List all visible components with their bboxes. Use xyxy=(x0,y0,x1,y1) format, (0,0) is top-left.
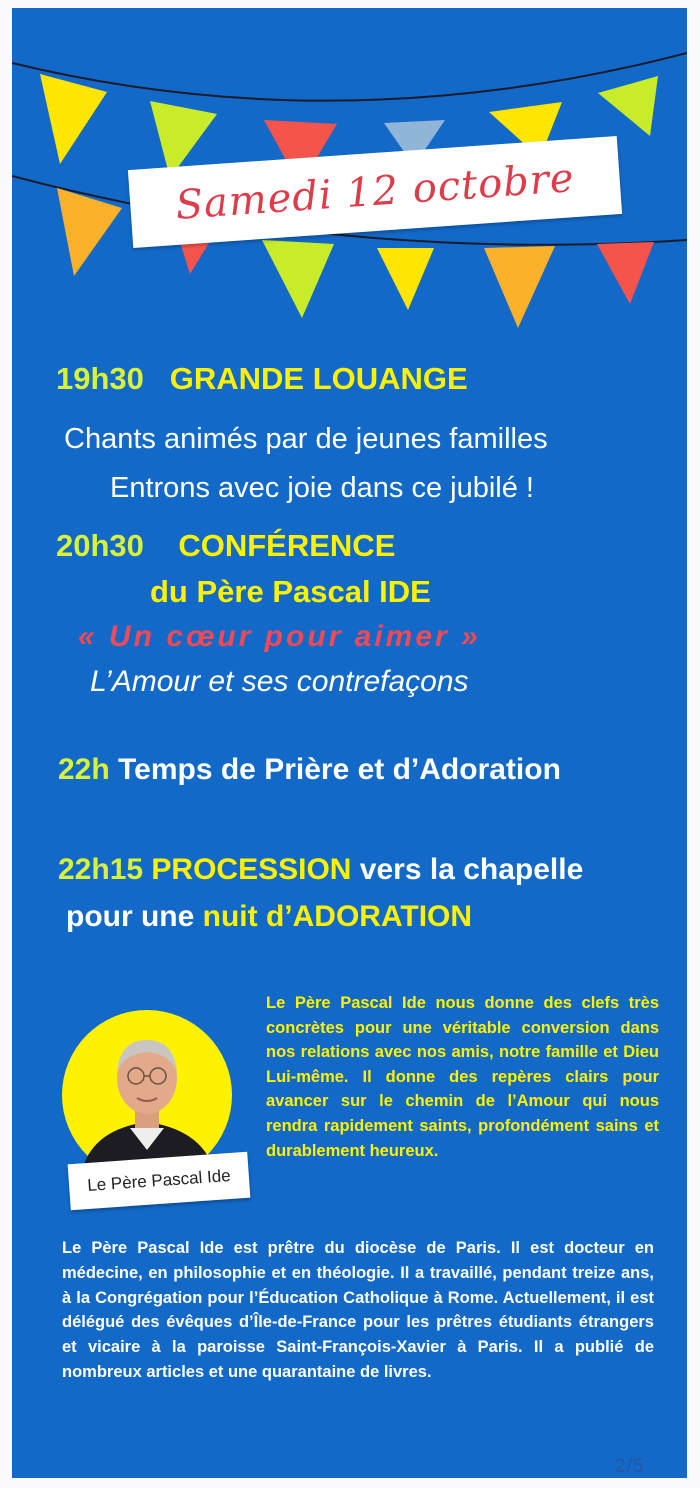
louange-heading xyxy=(56,361,468,397)
louange-title: GRANDE LOUANGE xyxy=(169,361,468,396)
conference-quote: « Un cœur pour aimer » xyxy=(78,620,481,653)
procession-rest: vers la chapelle xyxy=(351,853,584,886)
priere-title: Temps de Prière et d’Adoration xyxy=(118,753,561,786)
portrait-caption: Le Père Pascal Ide xyxy=(68,1152,251,1210)
poster xyxy=(12,8,687,1478)
priere-time: 22h xyxy=(58,753,110,786)
page-indicator: 2/5 xyxy=(615,1456,645,1477)
louange-time: 19h30 xyxy=(56,361,144,396)
procession-line2 xyxy=(66,900,472,934)
date-title: Samedi 12 octobre xyxy=(174,155,576,229)
bio-paragraph: Le Père Pascal Ide est prêtre du diocèse de Paris. Il est docteur en médecine, en philosophie et en théologie. Il a travaillé, pendant treize ans, à la Congrégation pour l’Éducation Catholique à Rome. Actuellement, il est délégué des évêques d’Île-de-France pour les prêtres étudiants étrangers et vicaire à la paroisse Saint-François-Xavier à Paris. Il a publié de nombreux articles et une quarantaine de livres. xyxy=(62,1239,654,1381)
procession-time: 22h15 xyxy=(58,853,144,886)
conference-time: 20h30 xyxy=(56,528,144,563)
procession-heading xyxy=(58,853,583,887)
priere-heading xyxy=(58,753,561,787)
procession-line2-highlight: nuit d’ADORATION xyxy=(202,900,473,933)
conference-title: CONFÉRENCE xyxy=(178,528,396,563)
louange-line2: Entrons avec joie dans ce jubilé ! xyxy=(110,472,534,504)
procession-title: PROCESSION xyxy=(151,853,352,886)
conference-speaker: du Père Pascal IDE xyxy=(150,574,431,609)
procession-line2-pre: pour une xyxy=(66,900,203,933)
intro-paragraph: Le Père Pascal Ide nous donne des clefs très concrètes pour une véritable conversion dans nos relations avec nos amis, notre famille et Dieu Lui-même. Il donne des repères clairs pour avancer sur le chemin de l’Amour qui nous rendra rapidement saints, profondément sains et durablement heureux. xyxy=(266,994,659,1160)
conference-subtitle: L’Amour et ses contrefaçons xyxy=(90,665,469,698)
louange-line1: Chants animés par de jeunes familles xyxy=(64,423,548,455)
conference-heading xyxy=(56,528,395,564)
